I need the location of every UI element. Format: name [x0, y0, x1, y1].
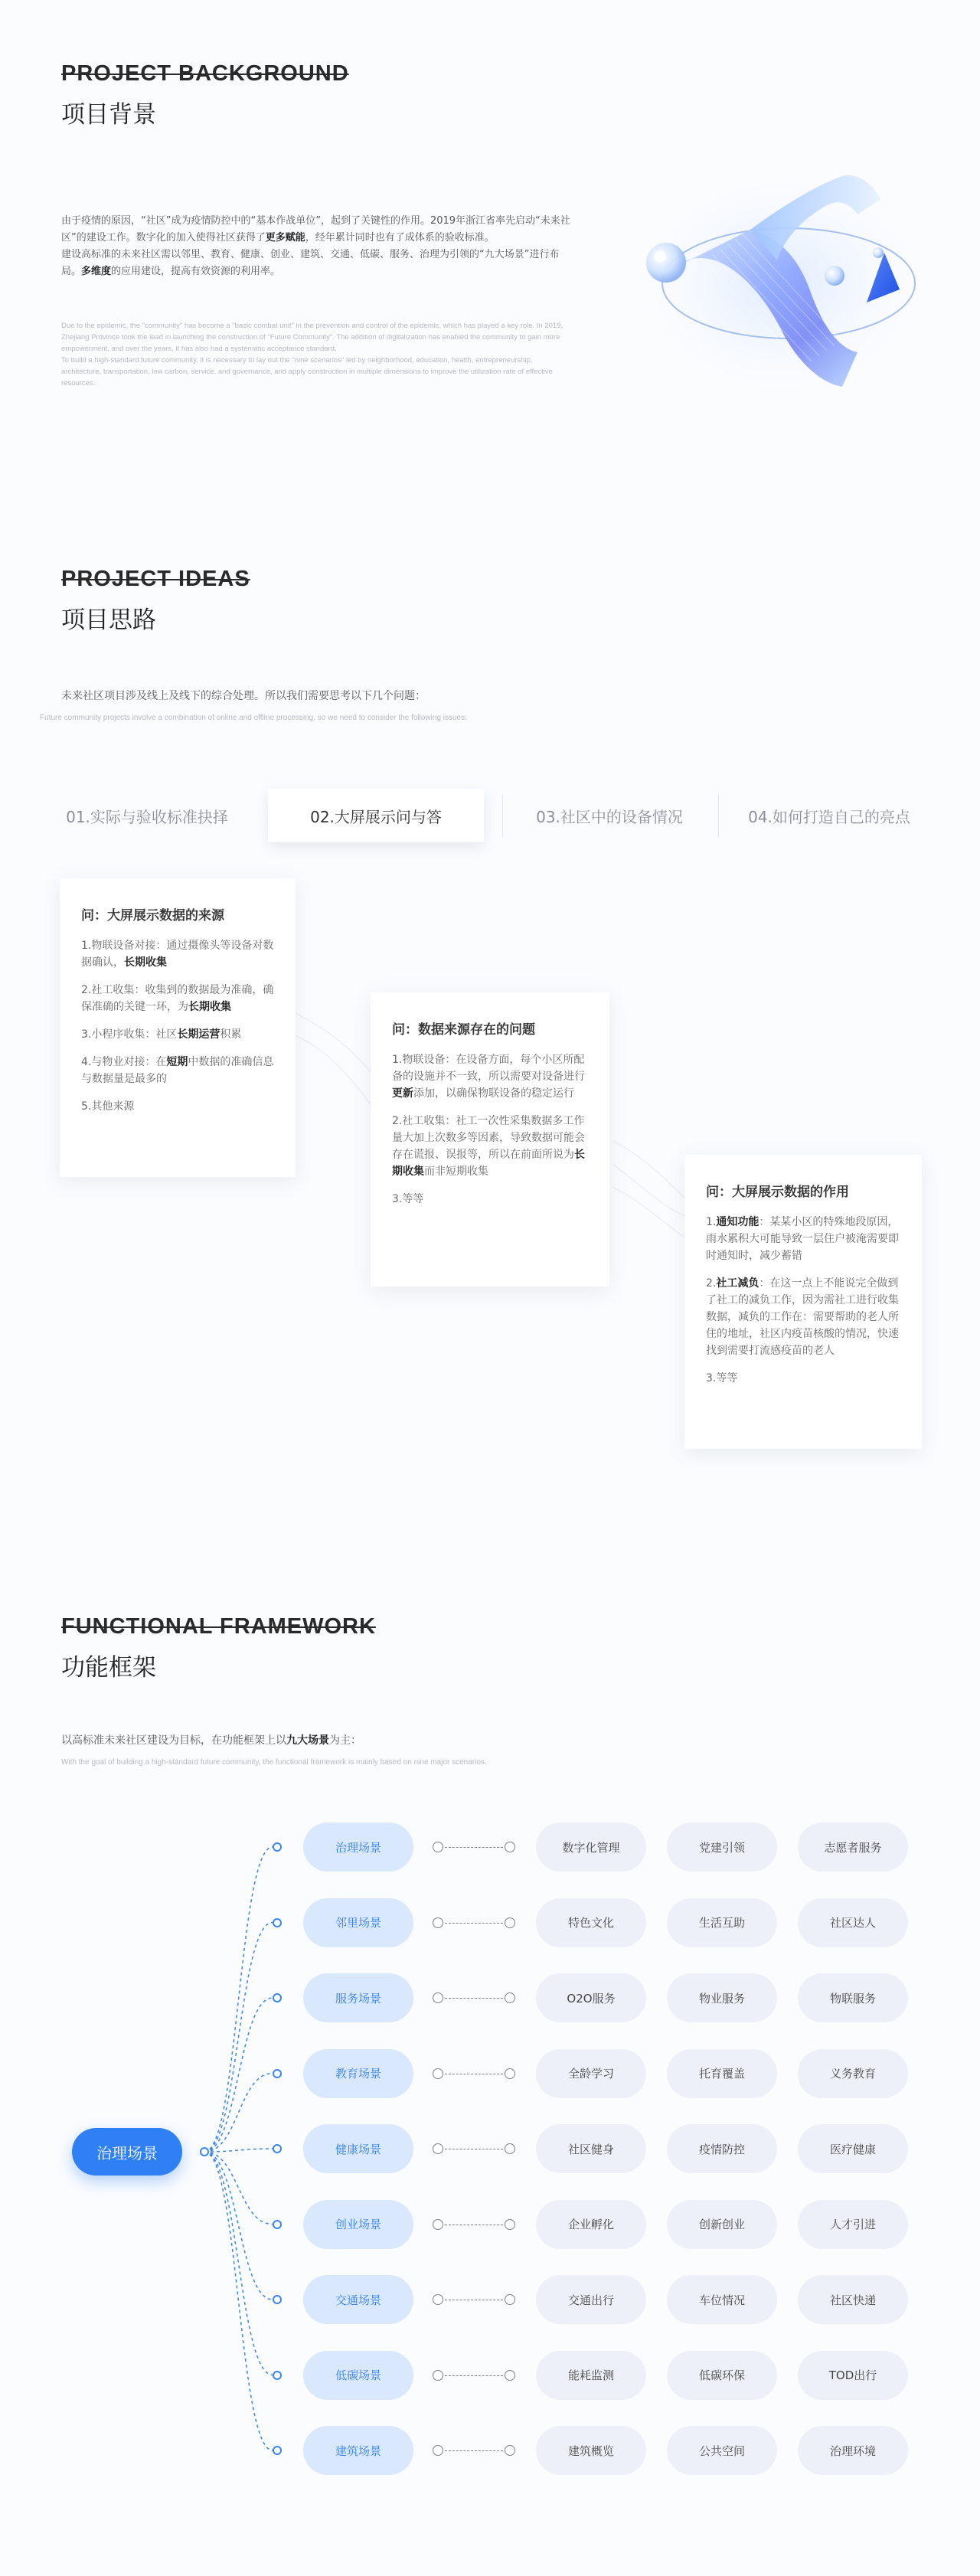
card-item: 4.与物业对接：在短期中数据的准确信息与数据量是最多的	[81, 1056, 274, 1085]
tab-label: 02.大屏展示问与答	[310, 807, 442, 826]
scene-connector-curve	[204, 2149, 273, 2152]
card-data-effects	[684, 1155, 922, 1449]
link-start-dot	[433, 2219, 443, 2230]
root-scene-button[interactable]	[72, 2128, 182, 2176]
link-end-dot	[505, 2068, 515, 2079]
tab-screen-qa[interactable]	[268, 789, 484, 842]
function-pill[interactable]: 社区快递	[798, 2275, 908, 2324]
card-item: 2.社工收集：社工一次性采集数据多工作量大加上次数多等因素，导致数据可能会存在谎报、误报等，所以在前面所说为长期收集而非短期收集	[392, 1115, 585, 1178]
root-scene-label: 治理场景	[96, 2143, 158, 2162]
link-end-dot	[505, 1917, 515, 1928]
link-end-dot	[505, 2143, 515, 2154]
scene-connector-curve	[204, 2074, 273, 2153]
scene-connector-curve	[204, 2152, 273, 2225]
function-pill[interactable]: 物业服务	[667, 1973, 777, 2022]
scene-connector-dot	[273, 2446, 282, 2455]
function-pill[interactable]: 人才引进	[798, 2200, 908, 2249]
function-pill[interactable]: 低碳环保	[667, 2351, 777, 2400]
card-item: 3.等等	[392, 1193, 424, 1205]
link-start-dot	[433, 1842, 443, 1852]
link-start-dot	[433, 1917, 443, 1928]
tab-device-status[interactable]	[502, 789, 717, 842]
link-end-dot	[505, 2294, 515, 2305]
scene-pill[interactable]: 服务场景	[303, 1973, 413, 2022]
tab-label: 01.实际与验收标准抉择	[66, 807, 228, 826]
link-dash	[445, 2450, 503, 2451]
scene-connector-dot	[273, 2220, 282, 2229]
scene-connector-dot	[273, 2295, 282, 2304]
function-pill[interactable]: 创新创业	[667, 2200, 777, 2249]
function-pill[interactable]: O2O服务	[536, 1973, 646, 2022]
function-pill[interactable]: TOD出行	[798, 2351, 908, 2400]
card-item: 1.通知功能：某某小区的特殊地段原因，雨水累积大可能导致一层住户被淹需要即时通知时，减少蓄错	[706, 1216, 899, 1262]
function-pill[interactable]: 社区达人	[798, 1898, 908, 1947]
link-start-dot	[433, 2294, 443, 2305]
ideas-intro-en: Future community projects involve a combination of online and offline processing, so we need to consider the following issues:	[40, 714, 467, 722]
function-pill[interactable]: 企业孵化	[536, 2200, 646, 2249]
framework-intro-cn: 以高标准未来社区建设为目标，在功能框架上以九大场景为主：	[61, 1734, 361, 1747]
card-item: 1.物联设备对接：通过摄像头等设备对数据确认，长期收集	[81, 940, 274, 969]
link-start-dot	[433, 2445, 443, 2456]
function-pill[interactable]: 党建引领	[667, 1822, 777, 1872]
link-start-dot	[433, 2068, 443, 2079]
scene-connector-dot	[273, 1842, 282, 1852]
tab-label: 04.如何打造自己的亮点	[748, 807, 910, 826]
function-pill[interactable]: 治理环境	[798, 2426, 908, 2475]
background-title-cn: 项目背景	[61, 101, 156, 129]
function-pill[interactable]: 建筑概览	[536, 2426, 646, 2475]
link-end-dot	[505, 1842, 515, 1852]
function-pill[interactable]: 疫情防控	[667, 2124, 777, 2173]
scene-connector-dot	[273, 1918, 282, 1927]
scene-connector-curve	[204, 2152, 273, 2375]
link-dash	[445, 2375, 503, 2376]
scene-pill[interactable]: 建筑场景	[303, 2426, 413, 2475]
scene-pill[interactable]: 交通场景	[303, 2275, 413, 2324]
function-pill[interactable]: 托育覆盖	[667, 2049, 777, 2098]
link-start-dot	[433, 2143, 443, 2154]
link-dash	[445, 1923, 503, 1924]
card-data-problems	[371, 992, 609, 1286]
scene-connector-curve	[204, 1998, 273, 2152]
scene-connector-curve	[204, 2152, 273, 2450]
link-start-dot	[433, 2370, 443, 2381]
link-end-dot	[505, 2445, 515, 2456]
hero-illustration	[628, 153, 934, 406]
scene-connector-dot	[273, 2144, 282, 2153]
function-pill[interactable]: 特色文化	[536, 1898, 646, 1947]
card-item: 2.社工收集：收集到的数据最为准确，确保准确的关键一环，为长期收集	[81, 984, 274, 1013]
card-item: 2.社工减负：在这一点上不能说完全做到了社工的减负工作，因为需社工进行收集数据，减负的工作在：需要帮助的老人所住的地址，社区内疫苗核酸的情况，快速找到需要打流感疫苗的老人	[706, 1277, 899, 1357]
scene-pill[interactable]: 教育场景	[303, 2049, 413, 2098]
link-dash	[445, 1998, 503, 1999]
card-title: 问：数据来源存在的问题	[392, 1022, 535, 1038]
card-item: 1.物联设备：在设备方面，每个小区所配备的设施并不一致，所以需要对设备进行更新添加，以确保物联设备的稳定运行	[392, 1054, 585, 1100]
tab-label: 03.社区中的设备情况	[536, 807, 683, 826]
scene-connector-curve	[204, 1847, 273, 2152]
function-pill[interactable]: 义务教育	[798, 2049, 908, 2098]
scene-pill[interactable]: 低碳场景	[303, 2351, 413, 2400]
root-connector-dot	[200, 2147, 209, 2156]
framework-intro-en: With the goal of building a high-standard future community, the functional framework is mainly based on nine major scenarios.	[61, 1758, 487, 1767]
function-pill[interactable]: 医疗健康	[798, 2124, 908, 2173]
link-end-dot	[505, 2370, 515, 2381]
card-title: 问：大屏展示数据的作用	[706, 1185, 849, 1200]
ideas-title-en: PROJECT IDEAS	[61, 567, 250, 591]
card-data-source	[60, 878, 296, 1177]
card-item: 5.其他来源	[81, 1100, 135, 1113]
function-pill[interactable]: 志愿者服务	[798, 1822, 908, 1872]
function-pill[interactable]: 生活互助	[667, 1898, 777, 1947]
framework-title-en: FUNCTIONAL FRAMEWORK	[61, 1614, 376, 1639]
scene-connector-dot	[273, 1993, 282, 2002]
framework-title-cn: 功能框架	[61, 1654, 156, 1682]
function-pill[interactable]: 车位情况	[667, 2275, 777, 2324]
scene-connector-dot	[273, 2069, 282, 2078]
function-pill[interactable]: 能耗监测	[536, 2351, 646, 2400]
scene-pill[interactable]: 邻里场景	[303, 1898, 413, 1947]
card-item: 3.小程序收集：社区长期运营积累	[81, 1028, 242, 1041]
background-title-en: PROJECT BACKGROUND	[61, 61, 349, 86]
scene-connector-curve	[204, 1923, 273, 2153]
function-pill[interactable]: 物联服务	[798, 1973, 908, 2022]
scene-connector-curve	[204, 2152, 273, 2300]
scene-pill[interactable]: 治理场景	[303, 1822, 413, 1872]
tab-highlights[interactable]	[718, 789, 940, 842]
function-pill[interactable]: 社区健身	[536, 2124, 646, 2173]
function-pill[interactable]: 数字化管理	[536, 1822, 646, 1872]
function-pill[interactable]: 全龄学习	[536, 2049, 646, 2098]
link-dash	[445, 1847, 503, 1848]
function-pill[interactable]: 交通出行	[536, 2275, 646, 2324]
tab-acceptance-standard[interactable]	[47, 789, 247, 842]
link-end-dot	[505, 2219, 515, 2230]
link-end-dot	[505, 1992, 515, 2003]
ideas-title-cn: 项目思路	[61, 606, 156, 634]
scene-pill[interactable]: 健康场景	[303, 2124, 413, 2173]
scene-pill[interactable]: 创业场景	[303, 2200, 413, 2249]
function-pill[interactable]: 公共空间	[667, 2426, 777, 2475]
link-start-dot	[433, 1992, 443, 2003]
scene-connector-dot	[273, 2371, 282, 2380]
card-title: 问：大屏展示数据的来源	[81, 908, 224, 924]
background-paragraph-en: Due to the epidemic, the "community" has become a "basic combat unit" in the prevention and control of the epidemic, which has played a key role. In 2019, Zhejiang Province took the lead in launching the construction of "Future Community". The addition of digitalization has enabled the community to gain more empowerment, and over the years, it has also had a systematic acceptance standard. To build a high-standard future community, it is necessary to lay out the "nine scenarios" led by neighborhood, education, health, entrepreneurship, architecture, transportation, low carbon, service, and governance, and apply construction in multiple dimensions to improve the utilization rate of effective resources.	[61, 322, 564, 387]
background-paragraph-cn: 由于疫情的原因，“社区”成为疫情防控中的“基本作战单位”，起到了关键性的作用。2019年浙江省率先启动“未来社区”的建设工作。数字化的加入使得社区获得了更多赋能，经年累计同时也有了成体系的验收标准。 建设高标准的未来社区需以邻里、教育、健康、创业、建筑、交通、低碳、服务、治理为引领的“九大场景”进行布局。多维度的应用建设，提高有效资源的利用率。	[61, 215, 570, 277]
card-item: 3.等等	[706, 1372, 738, 1384]
ideas-intro-cn: 未来社区项目涉及线上及线下的综合处理。所以我们需要思考以下几个问题：	[61, 690, 426, 702]
